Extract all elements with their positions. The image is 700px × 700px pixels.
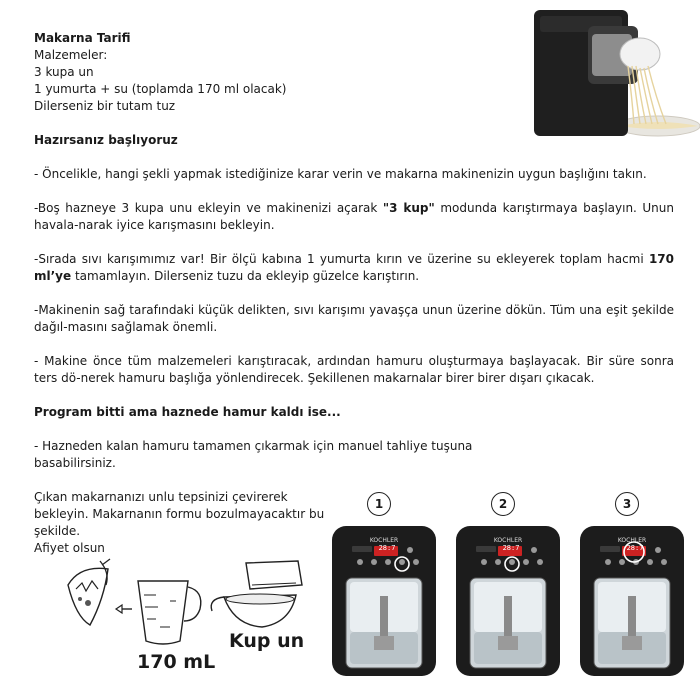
machine-brand-3: KOCHLER — [617, 537, 647, 544]
flour-label: Kup un — [229, 630, 305, 652]
egg-icon — [68, 559, 110, 625]
step-number-2: 2 — [491, 492, 515, 516]
flour-bowl-icon — [211, 561, 302, 627]
section-title-start: Hazırsanız başlıyoruz — [34, 133, 178, 147]
cup-volume-label: 170 mL — [137, 651, 216, 673]
arrow-icon — [116, 605, 132, 613]
step-5: - Makine önce tüm malzemeleri karıştıracak, ardından hamuru oluşturmaya başlayacak. Bir süre sonra ters dö-nerek hamuru başlığa yönlendirecek. Şekillenen makarnalar birer birer dışarı çıkacak. — [34, 354, 674, 385]
machine-brand-2: KOCHLER — [493, 537, 523, 544]
step-6: - Hazneden kalan hamuru tamamen çıkarmak için manuel tahliye tuşuna basabilirsiniz. — [34, 439, 473, 470]
ingredient-item: 3 kupa un — [34, 65, 94, 79]
closing-text: Afiyet olsun — [34, 541, 105, 555]
step-4: -Makinenin sağ tarafındaki küçük delikten, sıvı karışımı yavaşça unun üzerine dökün. Tüm una eşit şekilde dağıl-masını sağlamak önemli. — [34, 303, 674, 334]
measuring-cup-icon — [138, 581, 201, 644]
machine-display-1: 28:7 — [378, 544, 396, 552]
machine-display-3: 28:7 — [626, 544, 644, 552]
ingredients-block — [34, 47, 286, 115]
step-3: -Sırada sıvı karışımımız var! Bir ölçü kabına 1 yumurta kırın ve üzerine su ekleyerek toplam hacmi 170 ml’ye tamamlayın. Dilerseniz tuzu da ekleyip güzelce karıştırın. — [34, 252, 674, 283]
ingredients-header: Malzemeler: — [34, 48, 108, 62]
machine-display-2: 28:7 — [502, 544, 520, 552]
step-number-3: 3 — [615, 492, 639, 516]
ingredient-item: 1 yumurta + su (toplamda 170 ml olacak) — [34, 82, 287, 96]
step-7: Çıkan makarnanızı unlu tepsinizi çevirerek bekleyin. Makarnanın formu bozulmayacaktır bu şekilde. — [34, 490, 325, 538]
step-1: - Öncelikle, hangi şekli yapmak istediğinize karar verin ve makarna makinenizin uygun başlığını takın. — [34, 167, 647, 181]
recipe-title: Makarna Tarifi — [34, 31, 131, 45]
machine-brand-1: KOCHLER — [369, 537, 399, 544]
ingredient-item: Dilerseniz bir tutam tuz — [34, 99, 176, 113]
pasta-machine-photo — [528, 6, 700, 140]
step-2: -Boş hazneye 3 kupa unu ekleyin ve makinenizi açarak "3 kup" modunda karıştırmaya başlayın. Unun havala-narak iyice karışmasını bekleyin. — [34, 201, 674, 232]
section-title-leftover: Program bitti ama haznede hamur kaldı ise... — [34, 405, 341, 419]
step-number-1: 1 — [367, 492, 391, 516]
